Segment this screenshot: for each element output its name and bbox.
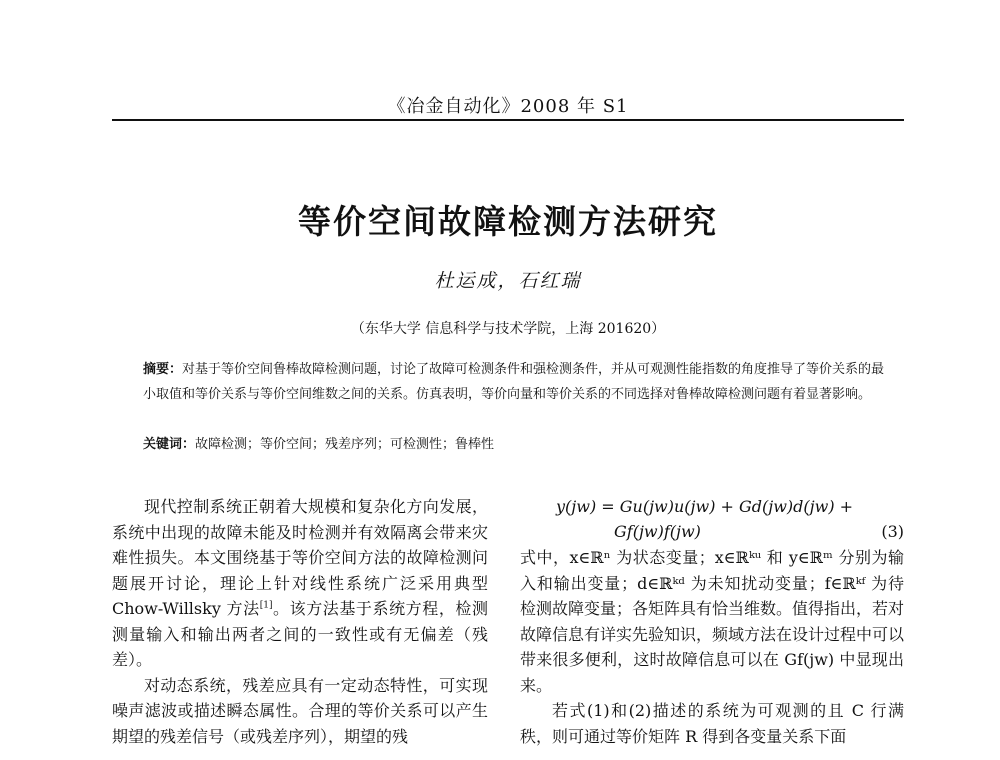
body-paragraph: 式中，x∈ℝⁿ 为状态变量；x∈ℝᵏᵘ 和 y∈ℝᵐ 分别为输入和输出变量；d∈ℝᵏᵈ 为未知扰动变量；f∈ℝᵏᶠ 为待检测故障变量；各矩阵具有恰当维数。值得指出，若对故障信息有详实先验知识，频域方法在设计过程中可以带来很多便利，这时故障信息可以在 Gf(jw) 中显现出来。 (520, 548, 905, 695)
body-paragraph: 对动态系统，残差应具有一定动态特性，可实现噪声滤波或描述瞬态属性。合理的等价关系可以产生期望的残差信号（或残差序列），期望的残 (112, 675, 488, 746)
equation-number: (3) (881, 522, 904, 541)
paragraph-text: 。该方法基于系统方程，检测测量输入和输出两者之间的一致性或有无偏差（残差）。 (112, 599, 488, 669)
equation-line: y(jw) = Gu(jw)u(jw) + Gd(jw)d(jw) + (556, 497, 854, 516)
abstract-label: 摘要： (143, 362, 183, 377)
abstract (143, 357, 885, 407)
paragraph-text: 现代控制系统正朝着大规模和复杂化方向发展，系统中出现的故障未能及时检测并有效隔离会带来灾难性损失。本文围绕基于等价空间方法的故障检测问题展开讨论，理论上针对线性系统广泛采用典型 Chow-Willsky 方法 (112, 497, 488, 618)
body-paragraph (112, 494, 488, 673)
body-paragraph: 若式(1)和(2)描述的系统为可观测的且 C 行满秩，则可通过等价矩阵 R 得到各变量关系下面 (520, 701, 904, 746)
citation-ref: [1] (259, 600, 273, 611)
keywords-label: 关键词： (143, 437, 196, 452)
keywords (143, 432, 885, 457)
body-column-right (520, 494, 904, 749)
equation-3 (520, 494, 904, 545)
body-column-left (112, 494, 488, 749)
keywords-text: 故障检测；等价空间；残差序列；可检测性；鲁棒性 (195, 437, 495, 452)
abstract-text: 对基于等价空间鲁棒故障检测问题，讨论了故障可检测条件和强检测条件，并从可观测性能指数的角度推导了等价关系的最小取值和等价关系与等价空间维数之间的关系。仿真表明，等价向量和等价关系的不同选择对鲁棒故障检测问题有着显著影响。 (143, 362, 885, 402)
journal-header: 《冶金自动化》2008 年 S1 (387, 96, 629, 117)
authors: 杜运成，石红瑞 (434, 270, 582, 292)
affiliation: （东华大学 信息科学与技术学院，上海 201620） (350, 321, 666, 337)
paper-title: 等价空间故障检测方法研究 (298, 202, 718, 241)
header-rule (112, 119, 904, 121)
equation-line: Gf(jw)f(jw) (614, 522, 701, 541)
